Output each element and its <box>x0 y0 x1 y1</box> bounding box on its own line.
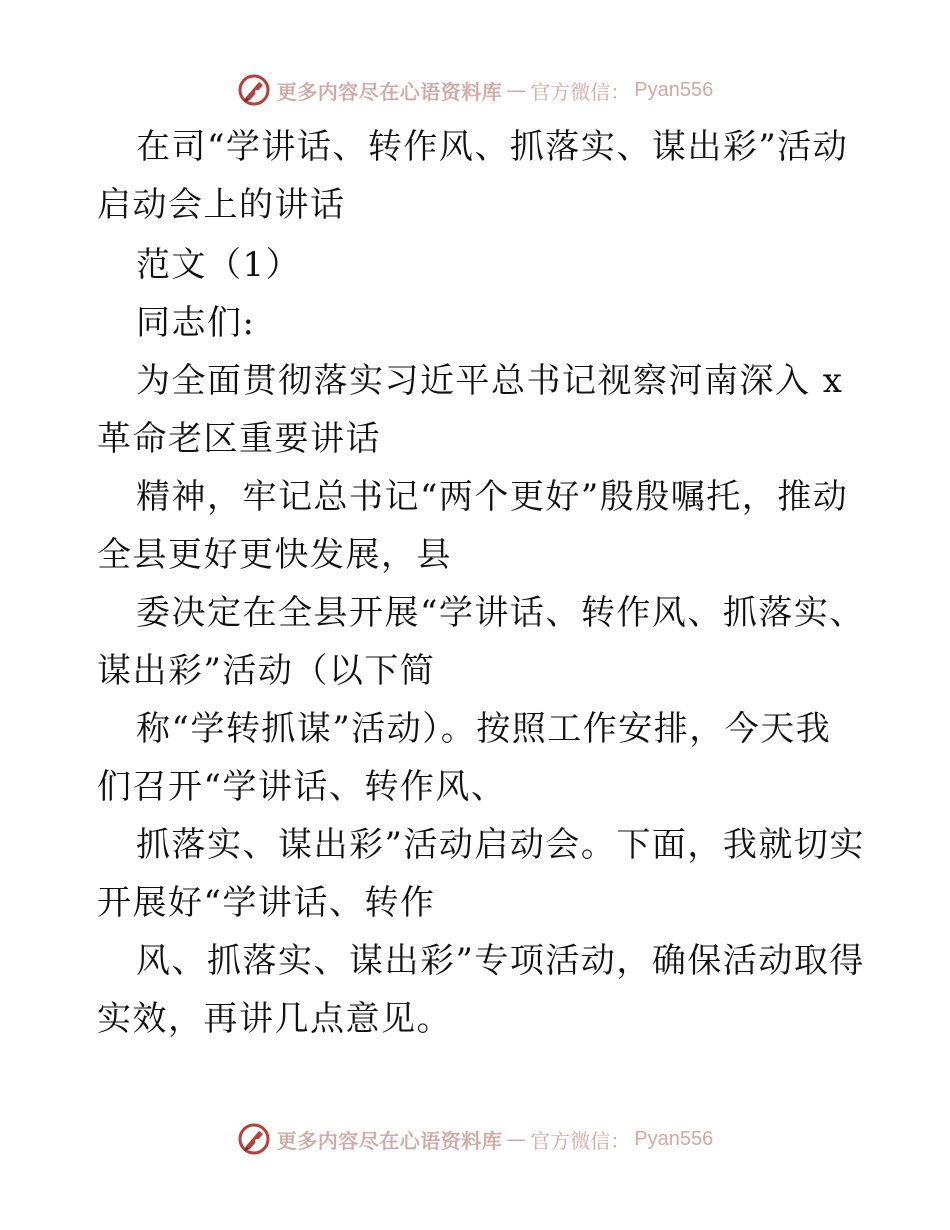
paragraph-line: 革命老区重要讲话 <box>97 419 381 459</box>
document-subtitle: 范文（1） <box>136 245 302 285</box>
salutation: 同志们: <box>136 303 256 343</box>
paragraph-line: 抓落实、谋出彩”活动启动会。下面，我就切实 <box>136 825 865 865</box>
paragraph-line: 称“学转抓谋”活动）。按照工作安排，今天我 <box>136 709 832 749</box>
watermark-wechat-id: Pyan556 <box>634 78 714 101</box>
watermark-wechat-id: Pyan556 <box>634 1127 714 1150</box>
paragraph-line: 委决定在全县开展“学讲话、转作风、抓落实、 <box>136 593 865 633</box>
pen-circle-logo-icon <box>237 1122 271 1156</box>
paragraph-line: 风、抓落实、谋出彩”专项活动，确保活动取得 <box>136 941 865 981</box>
footer-watermark <box>0 1119 950 1159</box>
paragraph-line: 们召开“学讲话、转作风、 <box>97 767 507 807</box>
paragraph-line: 全县更好更快发展，县 <box>97 535 452 575</box>
watermark-text: 更多内容尽在心语资料库 <box>276 79 503 104</box>
watermark-dash: — <box>506 78 527 102</box>
paragraph-line: 为全面贯彻落实习近平总书记视察河南深入 x <box>136 361 844 401</box>
paragraph-line: 谋出彩”活动（以下简 <box>97 651 436 691</box>
watermark-dash: — <box>506 1127 527 1151</box>
pen-circle-logo-icon <box>237 73 271 107</box>
paragraph-line: 实效，再讲几点意见。 <box>97 999 452 1039</box>
paragraph-line: 开展好“学讲话、转作 <box>97 883 436 923</box>
watermark-wechat-label: 官方微信： <box>530 79 631 104</box>
watermark-wechat-label: 官方微信： <box>530 1128 631 1153</box>
document-title-line-2: 启动会上的讲话 <box>97 185 346 225</box>
watermark-text: 更多内容尽在心语资料库 <box>276 1128 503 1153</box>
header-watermark <box>0 70 950 110</box>
document-title-line-1: 在司“学讲话、转作风、抓落实、谋出彩”活动 <box>136 127 849 167</box>
paragraph-line: 精神，牢记总书记“两个更好”殷殷嘱托，推动 <box>136 477 849 517</box>
